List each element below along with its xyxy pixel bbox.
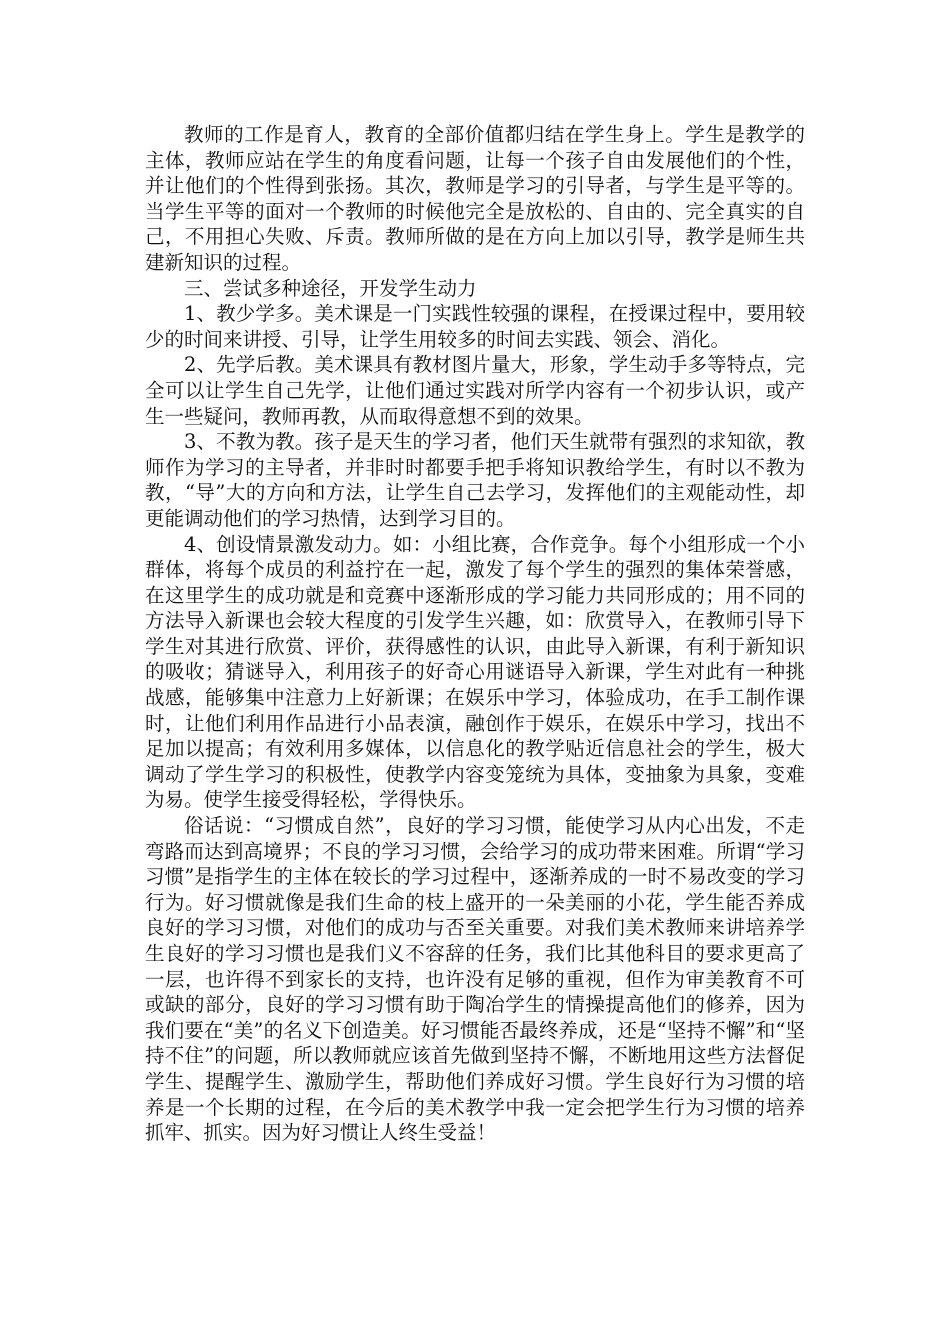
paragraph-teacher-role: 教师的工作是育人，教育的全部价值都归结在学生身上。学生是教学的主体，教师应站在学生的角度看问题，让每一个孩子自由发展他们的个性，并让他们的个性得到张扬。其次，教师是学习的引导者，与学生是平等的。当学生平等的面对一个教师的时候他完全是放松的、自由的、完全真实的自己，不用担心失败、斥责。教师所做的是在方向上加以引导，教学是师生共建新知识的过程。 [145,123,805,274]
paragraph-item-2: 2、先学后教。美术课具有教材图片量大，形象，学生动手多等特点，完全可以让学生自己先学，让他们通过实践对所学内容有一个初步认识，或产生一些疑问，教师再教，从而取得意想不到的效果。 [145,353,805,428]
document-body [145,122,805,1146]
paragraph-habits: 俗话说：“习惯成自然”，良好的学习习惯，能使学习从内心出发，不走弯路而达到高境界；不良的学习习惯，会给学习的成功带来困难。所谓“学习习惯”是指学生的主体在较长的学习过程中，逐渐养成的一时不易改变的学习行为。好习惯就像是我们生命的枝上盛开的一朵美丽的小花，学生能否养成良好的学习习惯，对他们的成功与否至关重要。对我们美术教师来讲培养学生良好的学习习惯也是我们义不容辞的任务，我们比其他科目的要求更高了一层，也许得不到家长的支持，也许没有足够的重视，但作为审美教育不可或缺的部分，良好的学习习惯有助于陶冶学生的情操提高他们的修养，因为我们要在“美”的名义下创造美。好习惯能否最终养成，还是“坚持不懈”和“坚持不住”的问题，所以教师就应该首先做到坚持不懈，不断地用这些方法督促学生、提醒学生、激励学生，帮助他们养成好习惯。学生良好行为习惯的培养是一个长期的过程，在今后的美术教学中我一定会把学生行为习惯的培养抓牢、抓实。因为好习惯让人终生受益！ [145,814,805,1145]
paragraph-item-1: 1、教少学多。美术课是一门实践性较强的课程，在授课过程中，要用较少的时间来讲授、引导，让学生用较多的时间去实践、领会、消化。 [145,302,805,351]
paragraph-item-3: 3、不教为教。孩子是天生的学习者，他们天生就带有强烈的求知欲，教师作为学习的主导者，并非时时都要手把手将知识教给学生，有时以不教为教，“导”大的方向和方法，让学生自己去学习，发挥他们的主观能动性，却更能调动他们的学习热情，达到学习目的。 [145,430,805,530]
section-heading-3: 三、尝试多种途径，开发学生动力 [184,276,477,300]
paragraph-item-4: 4、创设情景激发动力。如：小组比赛，合作竞争。每个小组形成一个小群体，将每个成员的利益拧在一起，激发了每个学生的强烈的集体荣誉感，在这里学生的成功就是和竞赛中逐渐形成的学习能力共同形成的；用不同的方法导入新课也会较大程度的引发学生兴趣，如：欣赏导入，在教师引导下学生对其进行欣赏、评价，获得感性的认识，由此导入新课，有利于新知识的吸收；猜谜导入，利用孩子的好奇心用谜语导入新课，学生对此有一种挑战感，能够集中注意力上好新课；在娱乐中学习，体验成功，在手工制作课时，让他们利用作品进行小品表演，融创作于娱乐，在娱乐中学习，找出不足加以提高；有效利用多媒体，以信息化的教学贴近信息社会的学生，极大调动了学生学习的积极性，使教学内容变笼统为具体，变抽象为具象，变难为易。使学生接受得轻松，学得快乐。 [145,532,805,812]
